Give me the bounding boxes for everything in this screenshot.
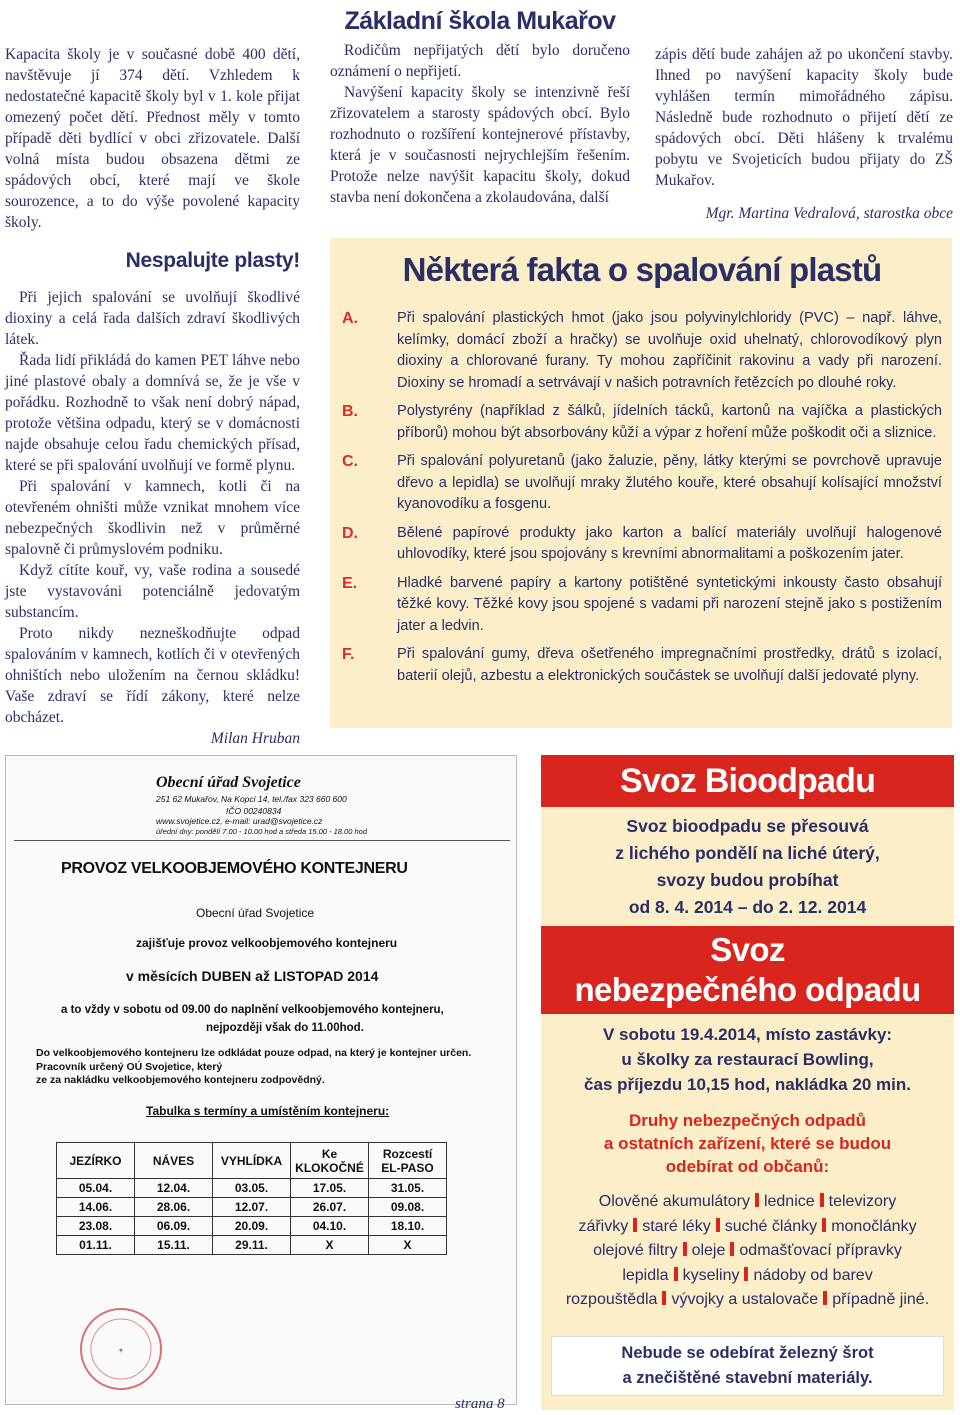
notice-heading: PROVOZ VELKOOBJEMOVÉHO KONTEJNERU bbox=[61, 860, 408, 877]
separator-icon bbox=[823, 1291, 827, 1305]
table-cell: 04.10. bbox=[291, 1217, 369, 1236]
hazard-line-1: V sobotu 19.4.2014, místo zastávky: bbox=[602, 1025, 893, 1044]
table-header-row bbox=[57, 1143, 447, 1179]
bio-line-4: od 8. 4. 2014 – do 2. 12. 2014 bbox=[628, 897, 867, 917]
table-cell: 14.06. bbox=[57, 1198, 135, 1217]
school-capacity-text: Kapacita školy je v současné době 400 dětí, navštěvuje jí 374 dětí. Vzhledem k nedostatečné kapacitě školy byl v 1. kole přijat omezený počet dětí. Přednost měly v tomto případě děti bydlící v obci zřizovatele. Další volná místa budou obsazena dětmi ze spádových obcí, které mají ve škole sourozence, a to do výše povolené kapacity školy. bbox=[5, 46, 300, 231]
table-header: JEZÍRKO bbox=[57, 1143, 135, 1179]
notice-web: www.svojetice.cz, e-mail: urad@svojetice.cz bbox=[156, 816, 323, 826]
waste-item: televizory bbox=[828, 1193, 897, 1210]
table-cell: 23.08. bbox=[57, 1217, 135, 1236]
separator-icon bbox=[744, 1267, 748, 1281]
notice-line-3: v měsících DUBEN až LISTOPAD 2014 bbox=[126, 968, 379, 984]
notice-line-5: nejpozději však do 11.00hod. bbox=[206, 1022, 364, 1034]
waste-types-line-2: a ostatních zařízení, které se budou bbox=[603, 1134, 892, 1153]
table-row bbox=[57, 1198, 447, 1217]
plastics-article bbox=[5, 250, 300, 749]
fact-item bbox=[342, 523, 942, 566]
table-cell: 17.05. bbox=[291, 1179, 369, 1198]
table-cell: 01.11. bbox=[57, 1236, 135, 1255]
school-paragraph-3: zápis dětí bude zahájen až po ukončení stavby. Ihned po navýšení kapacity školy bude vyhlášen termín mimořádného zápisu. Následně bude rozhodnuto o přijetí dětí ze spádových obcí. Děti hlášeny k trvalému pobytu ve Svojeticích budou přijaty do ZŠ Mukařov. bbox=[655, 46, 953, 189]
fact-text: Při spalování plastických hmot (jako jsou polyvinylchloridy (PVC) – např. láhve, kelímky, domácí zboží a hračky) se uvolňuje oxid uhelnatý, chlorovodíkový plyn dioxiny a chlorované furany. Ty mohou zapříčinit rakovinu a vady při narození. Dioxiny se hromadí a setrvávají v našich potravních řetězcích po dlouhé roky. bbox=[397, 310, 942, 391]
table-row bbox=[57, 1179, 447, 1198]
waste-item: staré léky bbox=[642, 1217, 711, 1235]
school-signature: Mgr. Martina Vedralová, starostka obce bbox=[705, 205, 953, 222]
table-cell: 28.06. bbox=[135, 1198, 213, 1217]
hazard-banner-line-2: nebezpečného odpadu bbox=[574, 971, 921, 1008]
waste-list-row bbox=[541, 1288, 954, 1313]
waste-list-row bbox=[541, 1215, 954, 1240]
notice-line-4: a to vždy v sobotu od 09.00 do naplnění velkoobjemového kontejneru, bbox=[61, 1004, 444, 1016]
waste-types-title bbox=[541, 1109, 954, 1178]
notice-paper bbox=[6, 756, 517, 1405]
school-title: Základní škola Mukařov bbox=[344, 7, 616, 35]
hazard-banner-line-1: Svoz bbox=[710, 931, 785, 968]
table-header: Rozcestí EL-PASO bbox=[369, 1143, 447, 1179]
hazard-line-3: čas příjezdu 10,15 hod, nakládka 20 min. bbox=[584, 1075, 911, 1094]
notice-line-2: zajišťuje provoz velkoobjemového kontejneru bbox=[136, 936, 398, 950]
svg-text:✦: ✦ bbox=[117, 1346, 125, 1355]
bio-waste-text bbox=[541, 807, 954, 920]
waste-item: olejové filtry bbox=[593, 1242, 678, 1260]
fact-letter: B. bbox=[342, 403, 358, 420]
waste-item: lednice bbox=[763, 1193, 815, 1210]
separator-icon bbox=[822, 1218, 826, 1232]
plastics-paragraph-5: Proto nikdy nezneškodňujte odpad spalováním v kamnech, kotlích či v otevřených ohništích nebo uložením na černou skládku! Vaše zdraví se řídí zákony, které nelze obcházet. bbox=[5, 625, 300, 726]
facts-box bbox=[330, 238, 952, 728]
notice-office: Obecní úřad Svojetice bbox=[156, 774, 301, 791]
table-header: NÁVES bbox=[135, 1143, 213, 1179]
notice-divider bbox=[14, 840, 510, 841]
waste-types-list bbox=[541, 1190, 954, 1313]
not-collected-box bbox=[551, 1336, 944, 1396]
plastics-signature: Milan Hruban bbox=[210, 730, 300, 747]
school-capacity-column bbox=[5, 44, 300, 233]
separator-icon bbox=[633, 1218, 637, 1232]
waste-item: oleje bbox=[691, 1242, 726, 1260]
fact-item bbox=[342, 644, 942, 687]
notice-line-7: ze za nakládku velkoobjemového kontejneru zodpovědný. bbox=[36, 1074, 325, 1086]
table-cell: 31.05. bbox=[369, 1179, 447, 1198]
notice-line-1: Obecní úřad Svojetice bbox=[196, 906, 315, 920]
waste-list-row bbox=[541, 1264, 954, 1289]
table-cell: 09.08. bbox=[369, 1198, 447, 1217]
table-cell: X bbox=[291, 1236, 369, 1255]
fact-letter: D. bbox=[342, 524, 358, 542]
page-number: strana 8 bbox=[455, 1396, 505, 1412]
waste-item: rozpouštědla bbox=[565, 1291, 658, 1309]
fact-text: Hladké barvené papíry a kartony potištěné syntetickými inkousty často obsahují těžké kovy. Těžké kovy jsou spojené s vadami při narození stejně jako s postižením jater a ledvin. bbox=[397, 574, 942, 634]
plastics-paragraph-3: Při spalování v kamnech, kotli či na otevřeném ohništi může vznikat mnohem více nebezpečných škodlivin než v průměrné spalovně či průmyslovém podniku. bbox=[5, 478, 300, 558]
plastics-title: Nespalujte plasty! bbox=[125, 249, 300, 272]
bio-line-3: svozy budou probíhat bbox=[656, 870, 839, 890]
waste-item: případně jiné. bbox=[832, 1291, 930, 1309]
notice-table-title: Tabulka s termíny a umístěním kontejneru: bbox=[146, 1104, 390, 1118]
waste-list-row bbox=[541, 1190, 954, 1215]
separator-icon bbox=[755, 1193, 759, 1207]
waste-item: suché články bbox=[724, 1217, 818, 1235]
fact-text: Při spalování polyuretanů (jako žaluzie, pěny, látky kterými se povrchově upravuje dřevo a lepidla) se uvolňují mraky žlutého kouře, které obsahují kolísající množství kyanovodíku a fosgenu. bbox=[397, 453, 942, 512]
school-body bbox=[330, 40, 630, 208]
bio-line-2: z lichého pondělí na liché úterý, bbox=[615, 843, 880, 863]
table-header: Ke KLOKOČNÉ bbox=[291, 1143, 369, 1179]
waste-types-line-1: Druhy nebezpečných odpadů bbox=[628, 1111, 867, 1130]
separator-icon bbox=[730, 1242, 734, 1256]
table-row bbox=[57, 1217, 447, 1236]
separator-icon bbox=[662, 1291, 666, 1305]
table-cell: 12.04. bbox=[135, 1179, 213, 1198]
waste-item: odmašťovací přípravky bbox=[739, 1242, 902, 1260]
school-continued-column bbox=[655, 44, 953, 224]
bio-waste-banner: Svoz Bioodpadu bbox=[541, 755, 954, 807]
fact-text: Bělené papírové produkty jako karton a balící materiály uvolňují halogenové uhlovodíky, které jsou spojovány s krevními abnormalitami a poškozením jater. bbox=[397, 524, 942, 562]
fact-item bbox=[342, 308, 942, 394]
waste-item: kyseliny bbox=[682, 1266, 740, 1284]
notice-hours: úřední dny: pondělí 7.00 - 10.00 hod a středa 15.00 - 18.00 hod bbox=[156, 827, 367, 836]
table-cell: 15.11. bbox=[135, 1236, 213, 1255]
table-cell: 29.11. bbox=[213, 1236, 291, 1255]
waste-item: vývojky a ustalovače bbox=[671, 1291, 819, 1309]
notice-address: 251 62 Mukařov, Na Kopci 14, tel./fax 323 660 600 bbox=[156, 794, 347, 804]
notice-schedule-table bbox=[56, 1142, 447, 1255]
bio-line-1: Svoz bioodpadu se přesouvá bbox=[626, 816, 869, 836]
waste-item: Olověné akumulátory bbox=[598, 1193, 750, 1210]
separator-icon bbox=[820, 1193, 824, 1207]
table-cell: 03.05. bbox=[213, 1179, 291, 1198]
fact-item bbox=[342, 451, 942, 516]
plastics-paragraph-4: Když cítíte kouř, vy, vaše rodina a sousedé jste vystavováni potenciálně jedovatým substancím. bbox=[5, 562, 300, 621]
table-cell: 06.09. bbox=[135, 1217, 213, 1236]
fact-letter: F. bbox=[342, 646, 355, 663]
waste-item: monočlánky bbox=[831, 1217, 917, 1235]
table-cell: 05.04. bbox=[57, 1179, 135, 1198]
office-stamp-icon bbox=[76, 1304, 166, 1394]
notice-line-6: Do velkoobjemového kontejneru lze odkládat pouze odpad, na který je kontejner určen. Pracovník určený OÚ Svojetice, který bbox=[36, 1047, 472, 1073]
table-header: VYHLÍDKA bbox=[213, 1143, 291, 1179]
fact-text: Polystyrény (například z šálků, jídelních tácků, kartonů na vajíčka a plastických příborů) mohou být absorbovány kůží a výpar z hoření může poškodit oči a sliznice. bbox=[397, 403, 942, 441]
notice-ico: IČO 00240834 bbox=[226, 806, 282, 816]
separator-icon bbox=[716, 1218, 720, 1232]
facts-title: Některá fakta o spalování plastů bbox=[402, 251, 882, 288]
table-row bbox=[57, 1236, 447, 1255]
not-collected-line-1: Nebude se odebírat železný šrot bbox=[621, 1344, 874, 1362]
table-cell: 12.07. bbox=[213, 1198, 291, 1217]
table-cell: X bbox=[369, 1236, 447, 1255]
school-paragraph-2: Navýšení kapacity školy se intenzivně řeší zřizovatelem a starosty spádových obcí. Bylo rozhodnuto o rozšíření kontejnerové přístavby, která je v současnosti nejrychlejším řešením. Protože nelze navýšit kapacitu školy, dokud stavba není dokončena a zkolaudována, další bbox=[330, 84, 630, 206]
hazardous-waste-text bbox=[541, 1014, 954, 1097]
fact-item bbox=[342, 401, 942, 444]
fact-letter: C. bbox=[342, 453, 358, 470]
table-cell: 26.07. bbox=[291, 1198, 369, 1217]
hazardous-waste-banner bbox=[541, 926, 954, 1014]
fact-text: Při spalování gumy, dřeva ošetřeného impregnačními prostředky, drátů s izolací, baterií olejů, azbestu a elektronických součástek se uvolňují další jedovaté plyny. bbox=[397, 646, 942, 684]
fact-item bbox=[342, 573, 942, 638]
fact-letter: E. bbox=[342, 574, 358, 592]
waste-types-line-3: odebírat od občanů: bbox=[665, 1157, 830, 1176]
hazard-line-2: u školky za restaurací Bowling, bbox=[621, 1050, 874, 1069]
waste-collection-panel bbox=[541, 755, 954, 1410]
waste-list-row bbox=[541, 1239, 954, 1264]
plastics-paragraph-1: Při jejich spalování se uvolňují škodlivé dioxiny a celá řada dalších zdraví škodlivých látek. bbox=[5, 289, 300, 348]
not-collected-line-2: a znečištěné stavební materiály. bbox=[622, 1369, 873, 1387]
waste-item: zářivky bbox=[578, 1217, 629, 1235]
school-paragraph-1: Rodičům nepřijatých dětí bylo doručeno oznámení o nepřijetí. bbox=[330, 42, 630, 80]
school-section bbox=[330, 6, 630, 208]
container-notice-scan bbox=[5, 755, 517, 1405]
plastics-paragraph-2: Řada lidí přikládá do kamen PET láhve nebo jiné plastové obaly a domnívá se, že je vše v pořádku. Rozhodně to však není dobrý nápad, protože většina odpadu, který se v domácnosti najde obsahuje celou řadu chemických přísad, které se při spalování uvolňují ve formě plynu. bbox=[5, 352, 300, 474]
fact-letter: A. bbox=[342, 310, 358, 327]
waste-item: nádoby od barev bbox=[753, 1266, 873, 1284]
separator-icon bbox=[683, 1242, 687, 1256]
table-cell: 20.09. bbox=[213, 1217, 291, 1236]
table-cell: 18.10. bbox=[369, 1217, 447, 1236]
separator-icon bbox=[674, 1267, 678, 1281]
waste-item: lepidla bbox=[622, 1266, 669, 1284]
